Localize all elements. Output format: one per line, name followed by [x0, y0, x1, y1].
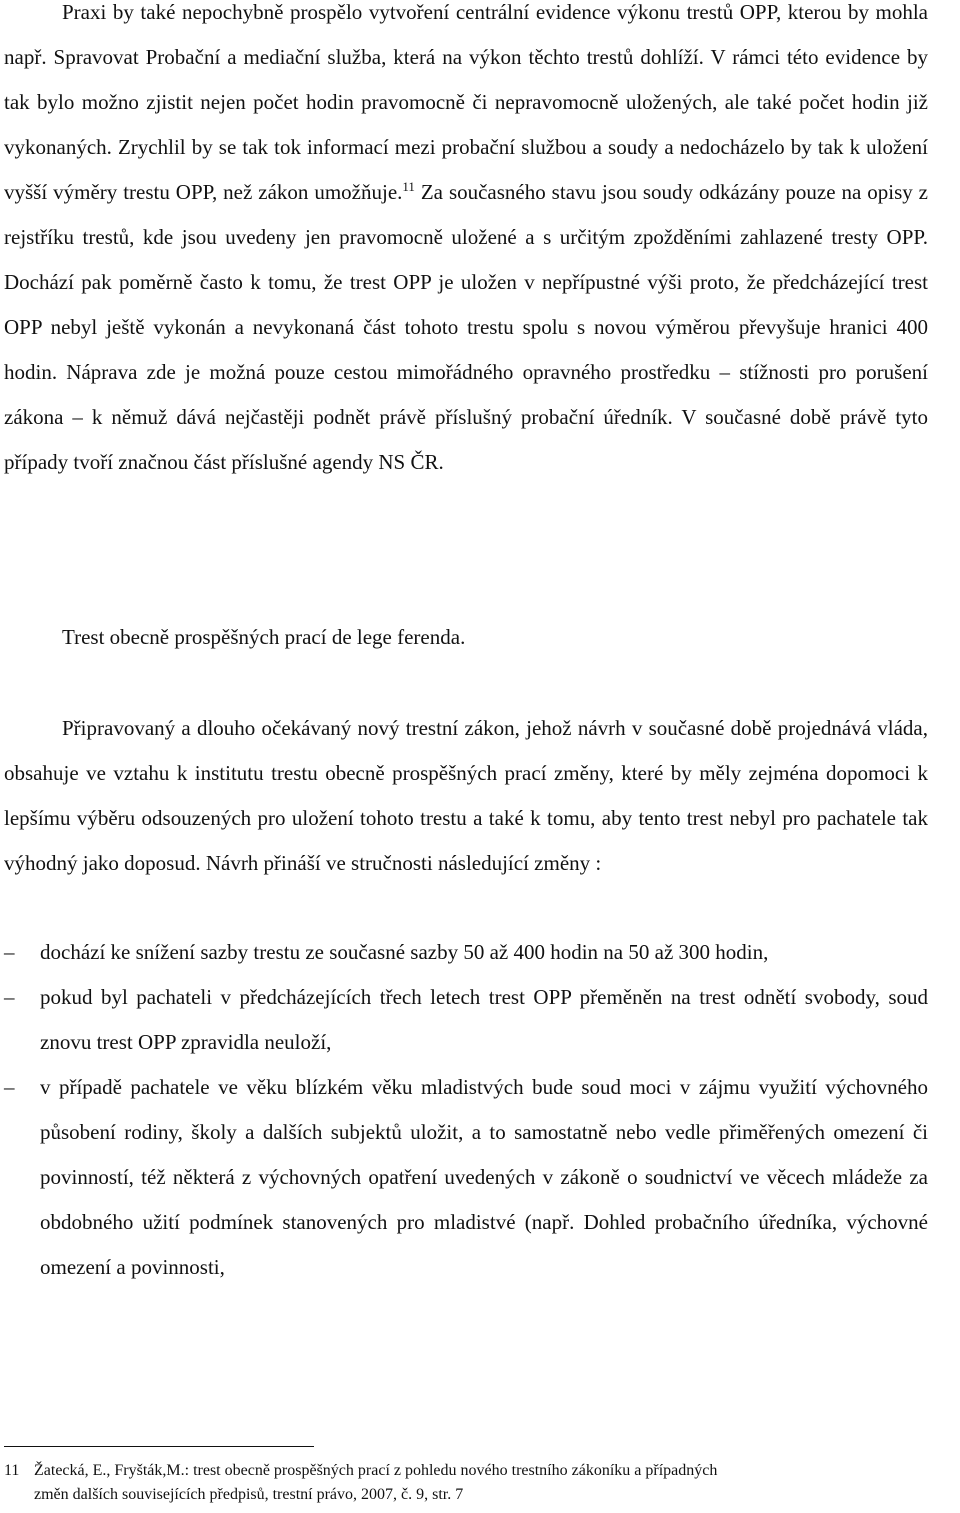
list-item-text: dochází ke snížení sazby trestu ze současné sazby 50 až 400 hodin na 50 až 300 hodin, — [40, 940, 769, 964]
footnote — [4, 1459, 956, 1507]
list-item — [4, 930, 928, 975]
paragraph-new-criminal-code: Připravovaný a dlouho očekávaný nový trestní zákon, jehož návrh v současné době projednává vláda, obsahuje ve vztahu k institutu trestu obecně prospěšných prací změny, které by měly zejména dopomoci k lepšímu výběru odsouzených pro uložení tohoto trestu a také k tomu, aby tento trest nebyl pro pachatele tak výhodný jako doposud. Návrh přináší ve stručnosti následující změny : — [4, 716, 928, 875]
dash-bullet-icon: – — [4, 985, 15, 1009]
list-item — [4, 1065, 928, 1290]
footnote-line-2: změn dalších souvisejících předpisů, trestní právo, 2007, č. 9, str. 7 — [34, 1486, 464, 1503]
section-heading: Trest obecně prospěšných prací de lege ferenda. — [62, 625, 466, 649]
list-item-text: pokud byl pachateli v předcházejících třech letech trest OPP přeměněn na trest odnětí svobody, soud znovu trest OPP zpravidla neuloží, — [40, 985, 928, 1054]
footnote-reference[interactable]: 11 — [402, 179, 415, 194]
paragraph-text-continued: Za současného stavu jsou soudy odkázány pouze na opisy z rejstříku trestů, kde jsou uvedeny jen pravomocně uložené a s určitým zpožděními zahlazené tresty OPP. Dochází pak poměrně často k tomu, že trest OPP je uložen v nepřípustné výši proto, že předcházející trest OPP nebyl ještě vykonán a nevykonaná část tohoto trestu spolu s novou výměrou převyšuje hranici 400 hodin. Náprava zde je možná pouze cestou mimořádného opravného prostředku – stížnosti pro porušení zákona – k němuž dává nejčastěji podnět právě příslušný probační úředník. V současné době právě tyto případy tvoří značnou část příslušné agendy NS ČR. — [4, 180, 928, 474]
list-item — [4, 975, 928, 1065]
dash-bullet-icon: – — [4, 940, 15, 964]
footnote-text: Žatecká, E., Fryšták,M.: trest obecně prospěšných prací z pohledu nového trestního zákoníku a případných — [34, 1462, 718, 1479]
footnote-line-1 — [4, 1459, 956, 1483]
list-item-text: v případě pachatele ve věku blízkém věku mladistvých bude soud moci v zájmu využití výchovného působení rodiny, školy a dalších subjektů uložit, a to samostatně nebo vedle přiměřených omezení či povinností, též některá z výchovných opatření uvedených v zákoně o soudnictví ve věcech mládeže za obdobného užití podmínek stanovených pro mladistvé (např. Dohled probačního úředníka, výchovné omezení a povinnosti, — [40, 1075, 928, 1279]
paragraph-text: Praxi by také nepochybně prospělo vytvoření centrální evidence výkonu trestů OPP, kterou by mohla např. Spravovat Probační a mediační služba, která na výkon těchto trestů dohlíží. V rámci této evidence by tak bylo možno zjistit nejen počet hodin pravomocně či nepravomocně uložených, ale také počet hodin již vykonaných. Zrychlil by se tak tok informací mezi probační službou a soudy a nedocházelo by tak k uložení vyšší výměry trestu OPP, než zákon umožňuje. — [4, 0, 928, 204]
footnote-number: 11 — [4, 1462, 20, 1479]
paragraph-central-evidence — [4, 0, 928, 485]
dash-bullet-icon: – — [4, 1075, 15, 1099]
footnote-separator — [4, 1446, 314, 1447]
changes-list — [4, 930, 928, 1290]
